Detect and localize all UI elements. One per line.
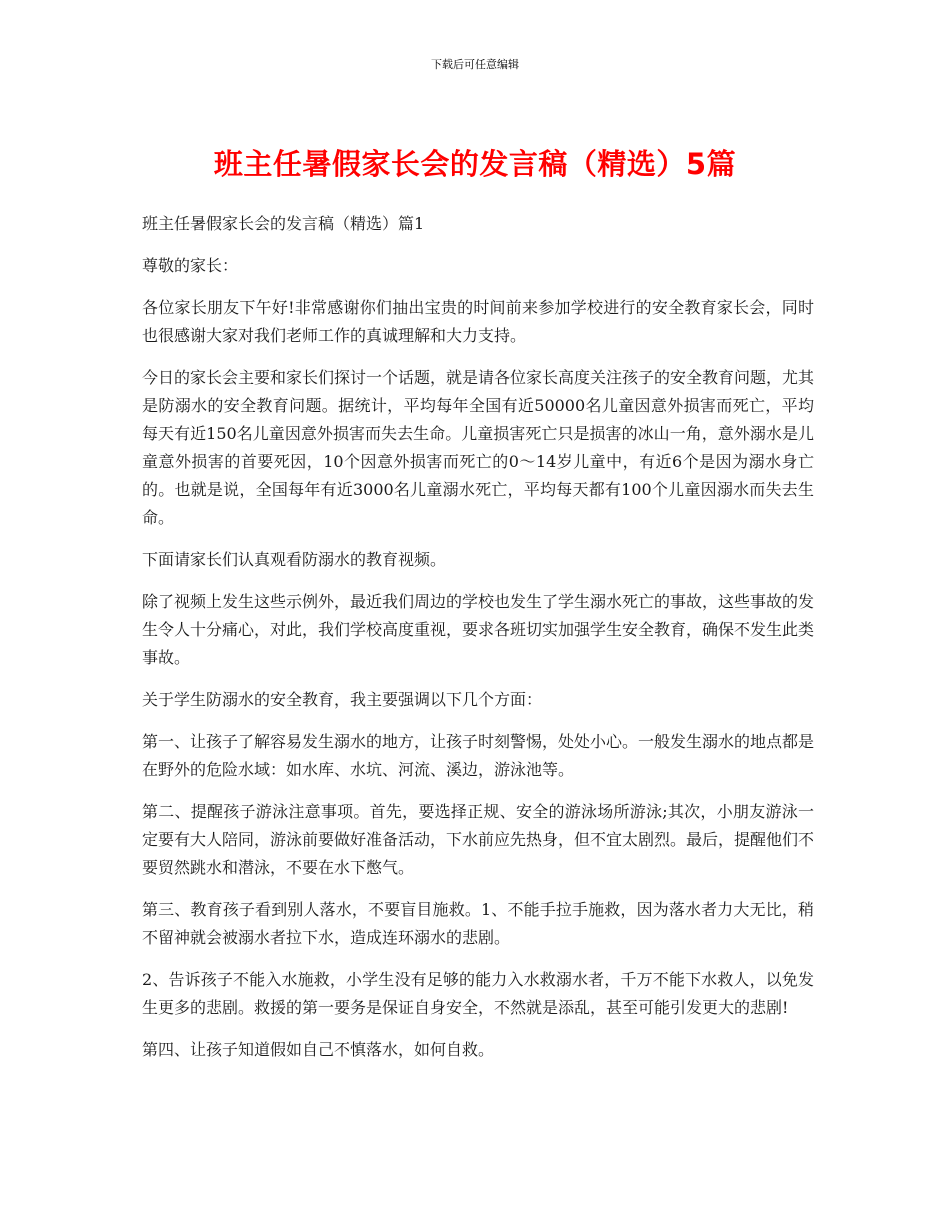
salutation: 尊敬的家长： — [142, 256, 239, 275]
paragraph: 第一、让孩子了解容易发生溺水的地方，让孩子时刻警惕，处处小心。一般发生溺水的地点都是在野外的危险水域：如水库、水坑、河流、溪边，游泳池等。 — [142, 732, 815, 779]
paragraph: 第二、提醒孩子游泳注意事项。首先，要选择正规、安全的游泳场所游泳;其次，小朋友游泳一定要有大人陪同，游泳前要做好准备活动，下水前应先热身，但不宜太剧烈。最后，提醒他们不要贸然跳水和潜泳，不要在水下憋气。 — [142, 802, 815, 877]
header-note: 下载后可任意编辑 — [431, 58, 519, 71]
document-title: 班主任暑假家长会的发言稿（精选）5篇 — [213, 147, 737, 181]
paragraph: 关于学生防溺水的安全教育，我主要强调以下几个方面： — [142, 690, 543, 709]
paragraph: 下面请家长们认真观看防溺水的教育视频。 — [142, 550, 447, 569]
paragraph: 除了视频上发生这些示例外，最近我们周边的学校也发生了学生溺水死亡的事故，这些事故的发生令人十分痛心，对此，我们学校高度重视，要求各班切实加强学生安全教育，确保不发生此类事故。 — [142, 592, 815, 667]
paragraph: 各位家长朋友下午好!非常感谢你们抽出宝贵的时间前来参加学校进行的安全教育家长会，同时也很感谢大家对我们老师工作的真诚理解和大力支持。 — [142, 298, 814, 345]
paragraph: 2、告诉孩子不能入水施救，小学生没有足够的能力入水救溺水者，千万不能下水救人，以免发生更多的悲剧。救援的第一要务是保证自身安全，不然就是添乱，甚至可能引发更大的悲剧! — [142, 970, 814, 1017]
section-heading: 班主任暑假家长会的发言稿（精选）篇1 — [142, 214, 425, 233]
paragraph: 第四、让孩子知道假如自己不慎落水，如何自救。 — [142, 1040, 495, 1059]
paragraph: 第三、教育孩子看到别人落水，不要盲目施救。1、不能手拉手施救，因为落水者力大无比，稍不留神就会被溺水者拉下水，造成连环溺水的悲剧。 — [142, 900, 814, 947]
paragraph: 今日的家长会主要和家长们探讨一个话题，就是请各位家长高度关注孩子的安全教育问题，尤其是防溺水的安全教育问题。据统计，平均每年全国有近50000名儿童因意外损害而死亡，平均每天有近150名儿童因意外损害而失去生命。儿童损害死亡只是损害的冰山一角，意外溺水是儿童意外损害的首要死因，10个因意外损害而死亡的0～14岁儿童中，有近6个是因为溺水身亡的。也就是说，全国每年有近3000名儿童溺水死亡，平均每天都有100个儿童因溺水而失去生命。 — [142, 368, 815, 527]
document-body — [142, 210, 814, 1078]
